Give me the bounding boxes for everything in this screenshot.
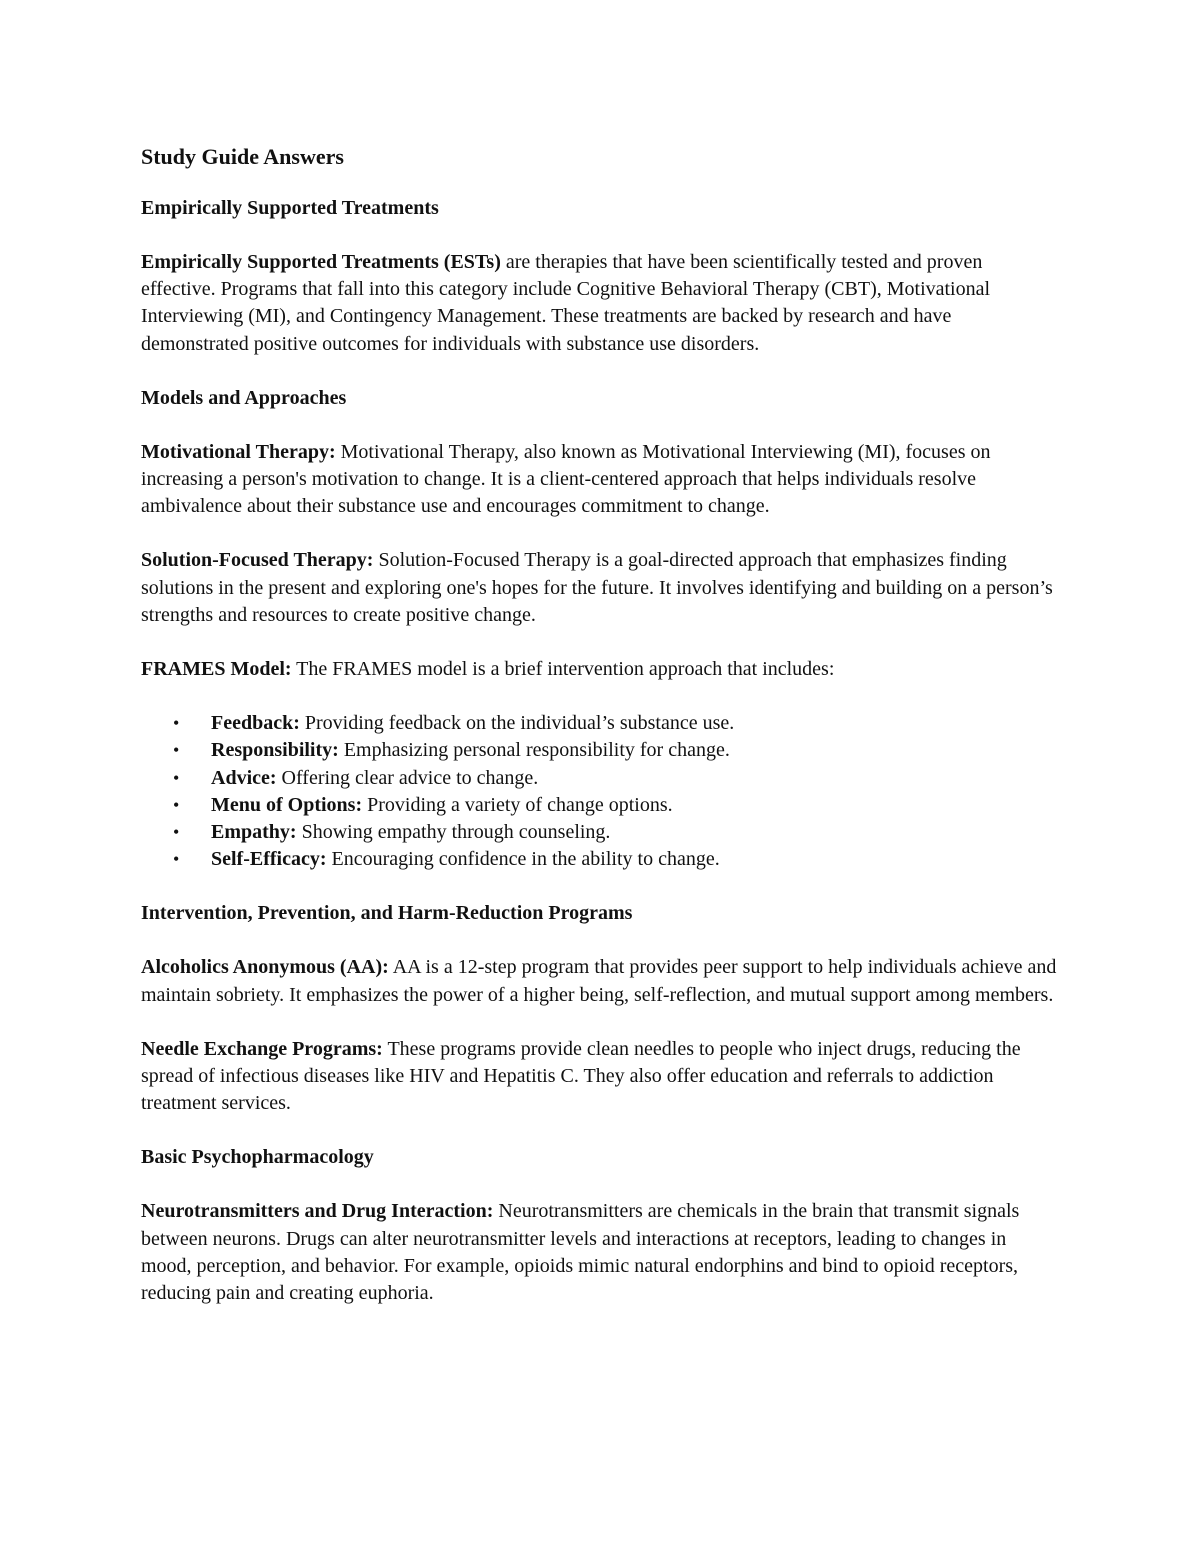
bullet-text: Providing a variety of change options. (362, 793, 673, 816)
paragraph-frames-model (141, 656, 1061, 683)
bullet-text: Offering clear advice to change. (276, 766, 539, 789)
bullet-term: Responsibility: (211, 739, 339, 762)
definition-ests: are therapies that have been scientifically tested and proven effective. Programs that fall into this category include Cognitive Behavioral Therapy (CBT), Motivational Interviewing (MI), and Contingency Management. These treatments are backed by research and have demonstrated positive outcomes for individuals with substance use disorders. (141, 251, 991, 355)
bullet-text: Emphasizing personal responsibility for change. (338, 739, 730, 762)
bullet-text: Showing empathy through counseling. (296, 821, 611, 844)
document-body (141, 141, 1061, 1334)
definition-alcoholics-anonymous: AA is a 12-step program that provides peer support to help individuals achieve and maintain sobriety. It emphasizes the power of a higher being, self-reflection, and mutual support among members. (141, 956, 1057, 1006)
section-heading-ests: Empirically Supported Treatments (141, 197, 439, 219)
term-motivational-therapy: Motivational Therapy: (141, 440, 336, 463)
list-item (141, 710, 1061, 737)
bullet-icon: • (173, 713, 180, 734)
bullet-icon: • (173, 822, 180, 843)
bullet-term: Self-Efficacy: (211, 848, 327, 871)
paragraph-solution-focused-therapy (141, 547, 1061, 629)
list-item (141, 846, 1061, 873)
bullet-icon: • (173, 849, 180, 870)
section-heading-programs: Intervention, Prevention, and Harm-Reduction Programs (141, 902, 633, 925)
paragraph-alcoholics-anonymous (141, 954, 1061, 1008)
term-alcoholics-anonymous: Alcoholics Anonymous (AA): (141, 956, 389, 979)
bullet-term: Feedback: (211, 712, 300, 735)
term-needle-exchange: Needle Exchange Programs: (141, 1037, 383, 1060)
section-heading-psychopharmacology: Basic Psychopharmacology (141, 1146, 374, 1169)
definition-needle-exchange: These programs provide clean needles to people who inject drugs, reducing the spread of infectious diseases like HIV and Hepatitis C. They also offer education and referrals to addiction treatment services. (141, 1037, 1021, 1115)
bullet-term: Advice: (211, 766, 277, 789)
document-title: Study Guide Answers (141, 144, 344, 169)
term-neurotransmitters: Neurotransmitters and Drug Interaction: (141, 1200, 494, 1223)
definition-frames-model: The FRAMES model is a brief intervention approach that includes: (291, 658, 835, 681)
paragraph-neurotransmitters (141, 1198, 1061, 1307)
list-item (141, 819, 1061, 846)
bullet-text: Encouraging confidence in the ability to change. (326, 848, 720, 871)
definition-solution-focused-therapy: Solution-Focused Therapy is a goal-directed approach that emphasizes finding solutions in the present and exploring one's hopes for the future. It involves identifying and building on a person’s strengths and resources to create positive change. (141, 549, 1053, 626)
bullet-icon: • (173, 740, 180, 761)
list-item (141, 737, 1061, 764)
paragraph-ests (141, 249, 1061, 358)
bullet-icon: • (173, 794, 180, 815)
bullet-text: Providing feedback on the individual’s substance use. (299, 712, 735, 735)
paragraph-motivational-therapy (141, 439, 1061, 521)
bullet-term: Empathy: (211, 821, 297, 844)
definition-motivational-therapy: Motivational Therapy, also known as Motivational Interviewing (MI), focuses on increasing a person's motivation to change. It is a client-centered approach that helps individuals resolve ambivalence about their substance use and encourages commitment to change. (141, 440, 991, 518)
term-ests: Empirically Supported Treatments (ESTs) (141, 251, 501, 273)
paragraph-needle-exchange (141, 1036, 1061, 1118)
section-heading-models: Models and Approaches (141, 386, 347, 409)
term-solution-focused-therapy: Solution-Focused Therapy: (141, 549, 374, 572)
bullet-term: Menu of Options: (211, 793, 363, 816)
list-item (141, 765, 1061, 792)
definition-neurotransmitters: Neurotransmitters are chemicals in the brain that transmit signals between neurons. Drugs can alter neurotransmitter levels and interactions at receptors, leading to changes in mood, perception, and behavior. For example, opioids mimic natural endorphins and bind to opioid receptors, reducing pain and creating euphoria. (141, 1200, 1020, 1305)
term-frames-model: FRAMES Model: (141, 658, 292, 681)
frames-bullet-list (141, 710, 1061, 873)
bullet-icon: • (173, 767, 180, 788)
list-item (141, 792, 1061, 819)
